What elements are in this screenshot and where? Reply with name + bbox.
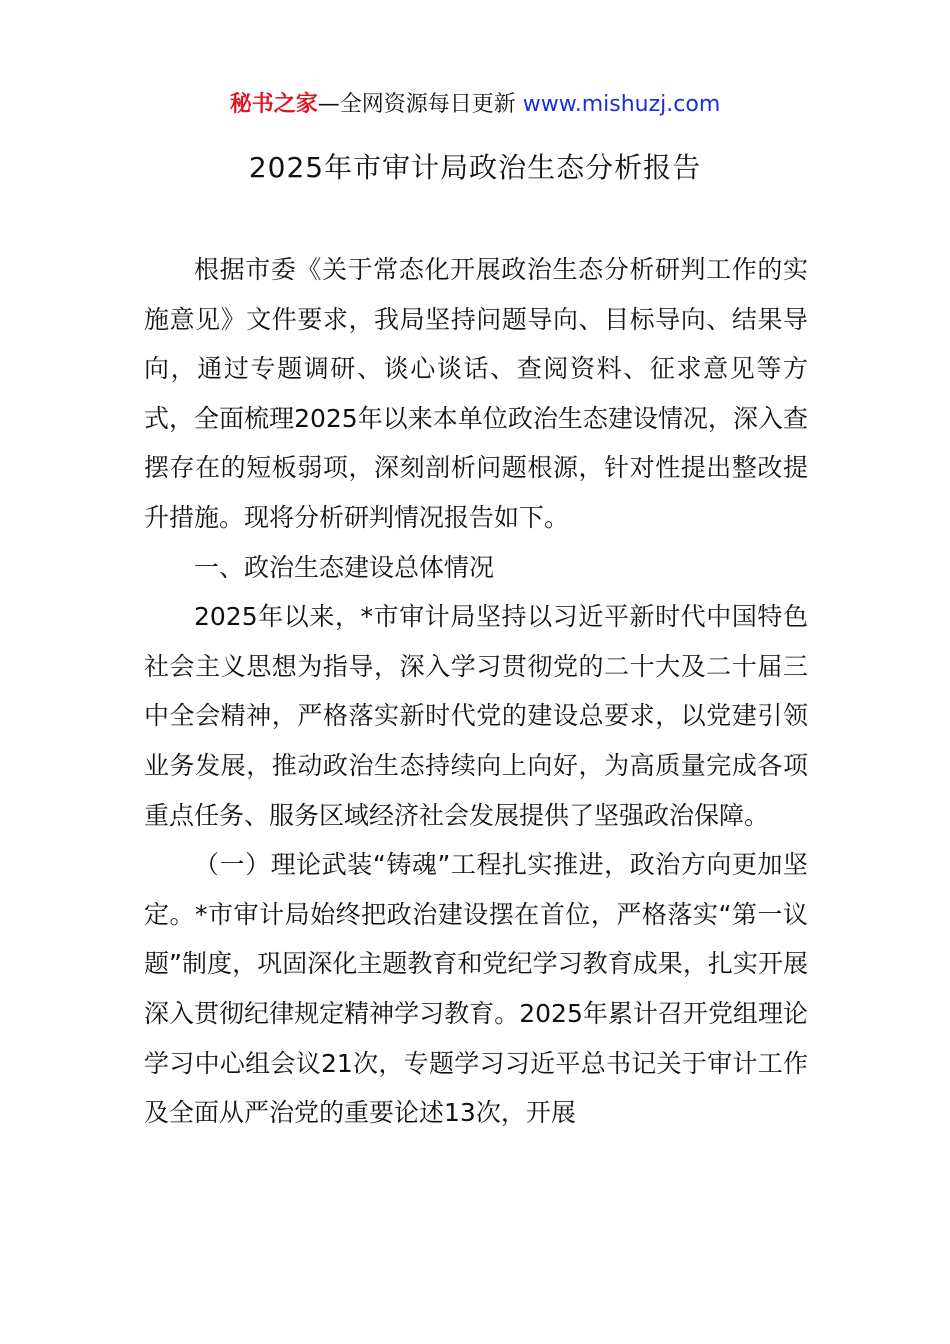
site-header bbox=[0, 88, 950, 122]
document-title: 2025年市审计局政治生态分析报告 bbox=[248, 151, 702, 184]
site-tagline: —全网资源每日更新 bbox=[317, 92, 523, 117]
site-url-link[interactable]: www.mishuzj.com bbox=[522, 92, 721, 117]
body-paragraph-subsection-1: （一）理论武装“铸魂”工程扎实推进，政治方向更加坚定。*市审计局始终把政治建设摆在首位，严格落实“第一议题”制度，巩固深化主题教育和党纪学习教育成果，扎实开展深入贯彻纪律规定精神学习教育。2025年累计召开党组理论学习中心组会议21次，专题学习习近平总书记关于审计工作及全面从严治党的重要论述13次，开展 bbox=[144, 850, 808, 1128]
site-brand: 秘书之家 bbox=[229, 92, 318, 117]
body-paragraph-intro: 根据市委《关于常态化开展政治生态分析研判工作的实施意见》文件要求，我局坚持问题导向、目标导向、结果导向，通过专题调研、谈心谈话、查阅资料、征求意见等方式，全面梳理2025年以来本单位政治生态建设情况，深入查摆存在的短板弱项，深刻剖析问题根源，针对性提出整改提升措施。现将分析研判情况报告如下。 bbox=[144, 255, 808, 532]
document-body bbox=[144, 245, 808, 1138]
section-heading-1: 一、政治生态建设总体情况 bbox=[194, 552, 495, 582]
body-paragraph-overview: 2025年以来，*市审计局坚持以习近平新时代中国特色社会主义思想为指导，深入学习贯彻党的二十大及二十届三中全会精神，严格落实新时代党的建设总要求，以党建引领业务发展，推动政治生态持续向上向好，为高质量完成各项重点任务、服务区域经济社会发展提供了坚强政治保障。 bbox=[144, 602, 808, 830]
